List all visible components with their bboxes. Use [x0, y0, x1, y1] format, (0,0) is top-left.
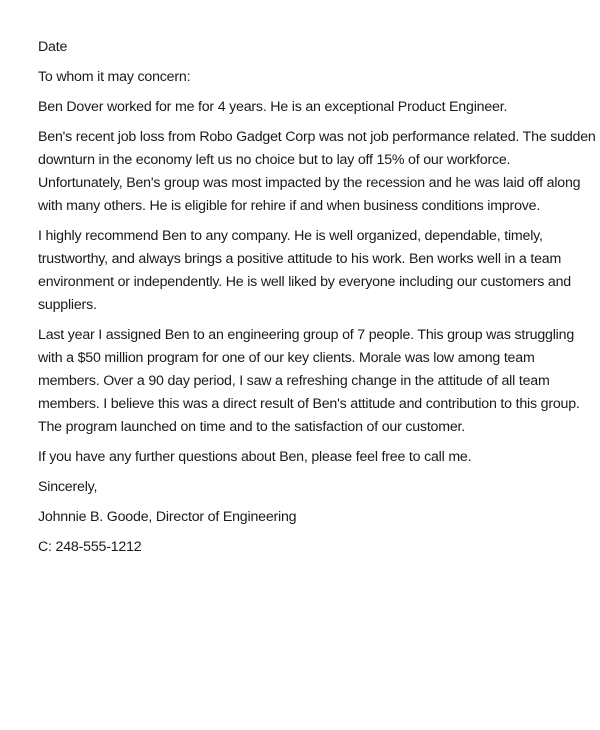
date-line: Date	[38, 39, 68, 55]
paragraph-recommendation	[38, 225, 578, 317]
paragraph-line: Unfortunately, Ben's group was most impacted by the recession and he was laid off along	[38, 175, 581, 191]
paragraph-contact-offer	[38, 446, 578, 469]
paragraph-line: The program launched on time and to the satisfaction of our customer.	[38, 419, 466, 435]
paragraph-line: trustworthy, and always brings a positive attitude to his work. Ben works well in a team	[38, 251, 562, 267]
paragraph-line: Ben Dover worked for me for 4 years. He is an exceptional Product Engineer.	[38, 99, 508, 115]
paragraph-line: Ben's recent job loss from Robo Gadget Corp was not job performance related. The sudden	[38, 129, 596, 145]
letter-document	[38, 36, 596, 566]
paragraph-line: If you have any further questions about Ben, please feel free to call me.	[38, 449, 472, 465]
paragraph-job-loss	[38, 126, 596, 218]
paragraph-line: environment or independently. He is well liked by everyone including our customers and	[38, 274, 571, 290]
paragraph-line: with many others. He is eligible for rehire if and when business conditions improve.	[38, 198, 541, 214]
letter-date	[38, 36, 578, 59]
phone-number: C: 248-555-1212	[38, 539, 142, 555]
paragraph-line: with a $50 million program for one of our key clients. Morale was low among team	[38, 350, 535, 366]
salutation-line: To whom it may concern:	[38, 69, 191, 85]
letter-signature	[38, 506, 578, 529]
closing-line: Sincerely,	[38, 479, 98, 495]
paragraph-line: suppliers.	[38, 297, 97, 313]
paragraph-achievement	[38, 324, 578, 439]
paragraph-line: downturn in the economy left us no choice but to lay off 15% of our workforce.	[38, 152, 511, 168]
paragraph-line: I highly recommend Ben to any company. He is well organized, dependable, timely,	[38, 228, 543, 244]
letter-closing	[38, 476, 578, 499]
paragraph-line: Last year I assigned Ben to an engineering group of 7 people. This group was struggling	[38, 327, 575, 343]
letter-contact	[38, 536, 578, 559]
paragraph-intro	[38, 96, 578, 119]
letter-salutation	[38, 66, 578, 89]
signature-line: Johnnie B. Goode, Director of Engineering	[38, 509, 297, 525]
paragraph-line: members. I believe this was a direct result of Ben's attitude and contribution to this group.	[38, 396, 580, 412]
paragraph-line: members. Over a 90 day period, I saw a refreshing change in the attitude of all team	[38, 373, 550, 389]
